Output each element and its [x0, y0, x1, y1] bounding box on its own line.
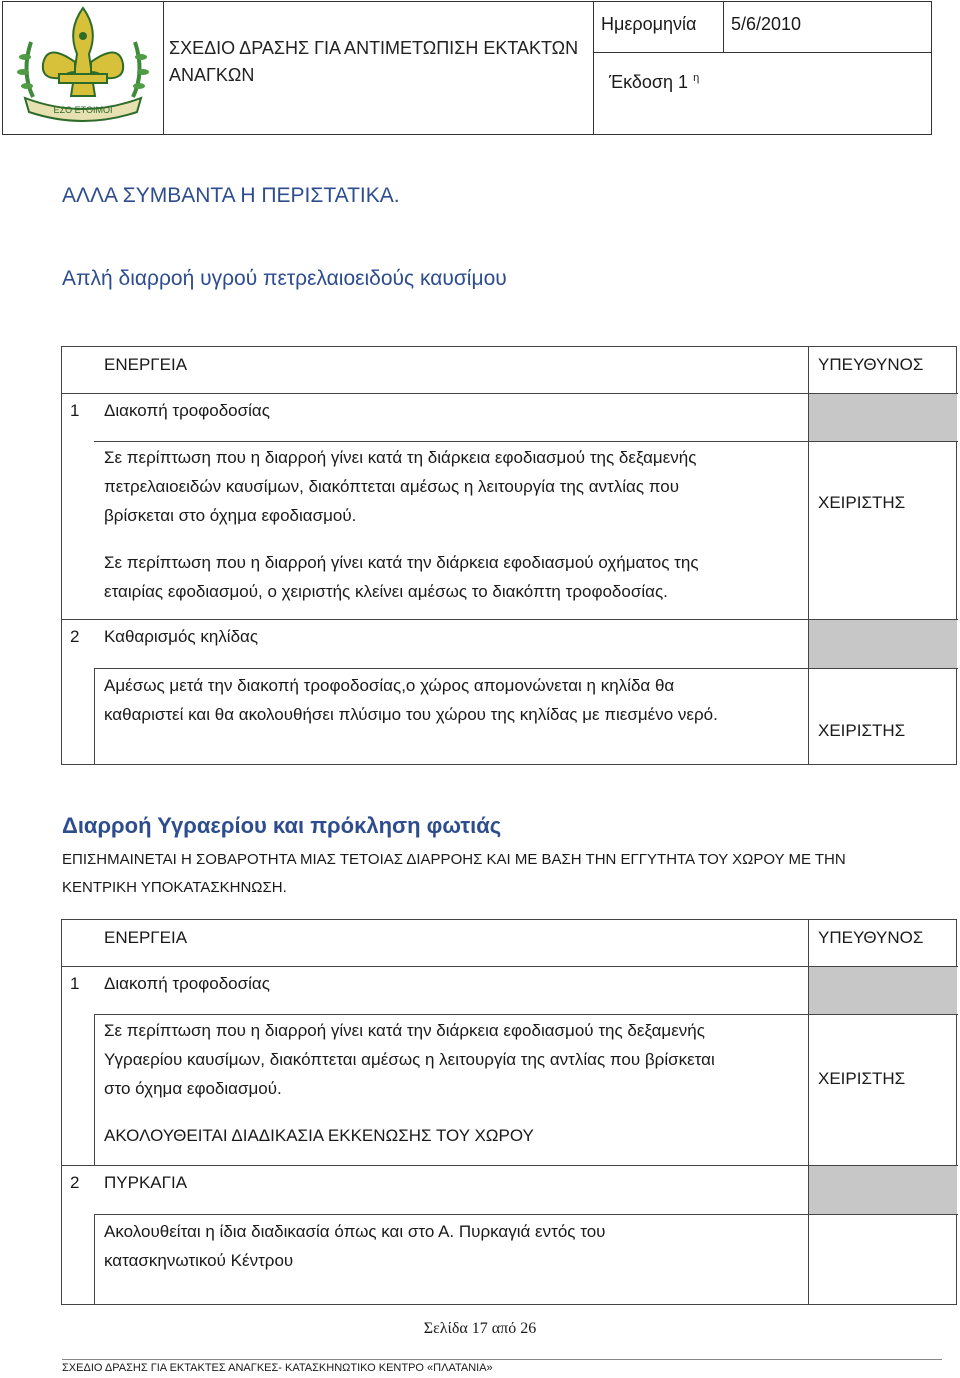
responsible-value: ΧΕΙΡΙΣΤΗΣ — [818, 1069, 906, 1088]
responsible-gray-cell — [808, 1166, 957, 1214]
col-responsible-header: ΥΠΕΥΘΥΝΟΣ — [818, 928, 924, 947]
col-responsible-header: ΥΠΕΥΘΥΝΟΣ — [818, 355, 924, 374]
date-label: Ημερομηνία — [601, 14, 697, 34]
section2-heading: Διαρροή Υγραερίου και πρόκληση φωτιάς — [62, 813, 502, 838]
svg-text:ΕΣΟ ΕΤΟΙΜΟΙ: ΕΣΟ ΕΤΟΙΜΟΙ — [53, 105, 113, 115]
document-title-cell — [163, 2, 594, 134]
row-text: Ακολουθείται η ίδια διαδικασία όπως και στο Α. Πυρκαγιά εντός του — [104, 1222, 606, 1241]
row-text: ΑΚΟΛΟΥΘΕΙΤΑΙ ΔΙΑΔΙΚΑΣΙΑ ΕΚΚΕΝΩΣΗΣ ΤΟΥ ΧΩΡΟΥ — [104, 1126, 534, 1145]
row-title: Διακοπή τροφοδοσίας — [104, 974, 270, 993]
row-text: Σε περίπτωση που η διαρροή γίνει κατά τη διάρκεια εφοδιασμού της δεξαμενής — [104, 448, 697, 467]
date-value: 5/6/2010 — [731, 14, 802, 34]
date-label-cell — [593, 2, 724, 53]
col-action-header: ΕΝΕΡΓΕΙΑ — [104, 355, 188, 374]
row-text: βρίσκεται στο όχημα εφοδιασμού. — [104, 506, 357, 525]
date-value-cell — [723, 2, 931, 53]
responsible-gray-cell — [808, 394, 957, 441]
row-text: εταιρίας εφοδιασμού, ο χειριστής κλείνει αμέσως το διακόπτη τροφοδοσίας. — [104, 582, 668, 601]
row-number: 2 — [70, 627, 80, 646]
row-number: 1 — [70, 401, 80, 420]
row-title: Καθαρισμός κηλίδας — [104, 627, 259, 646]
responsible-gray-cell — [808, 967, 957, 1014]
col-action-header: ΕΝΕΡΓΕΙΑ — [104, 928, 188, 947]
version: Έκδοση 1 $^\eta$ — [609, 72, 700, 92]
row-text: Σε περίπτωση που η διαρροή γίνει κατά την διάρκεια εφοδιασμού οχήματος της — [104, 553, 699, 572]
page-number: Σελίδα 17 από 26 — [423, 1320, 537, 1337]
document-header — [2, 1, 932, 135]
section-subheading: Απλή διαρροή υγρού πετρελαιοειδούς καυσίμου — [62, 267, 507, 290]
row-text: Σε περίπτωση που η διαρροή γίνει κατά την διάρκεια εφοδιασμού της δεξαμενής — [104, 1021, 705, 1040]
row-number: 1 — [70, 974, 80, 993]
section-heading: ΑΛΛΑ ΣΥΜΒΑΝΤΑ Η ΠΕΡΙΣΤΑΤΙΚΑ. — [62, 184, 400, 207]
row-number: 2 — [70, 1173, 80, 1192]
row-text: στο όχημα εφοδιασμού. — [104, 1079, 282, 1098]
responsible-value: ΧΕΙΡΙΣΤΗΣ — [818, 721, 906, 740]
scout-logo — [3, 2, 164, 134]
action-table-1 — [61, 346, 957, 765]
document-title: ΣΧΕΔΙΟ ΔΡΑΣΗΣ ΓΙΑ ΑΝΤΙΜΕΤΩΠΙΣΗ ΕΚΤΑΚΤΩΝ ΑΝΑΓΚΩΝ — [169, 38, 579, 85]
responsible-value: ΧΕΙΡΙΣΤΗΣ — [818, 493, 906, 512]
row-title: ΠΥΡΚΑΓΙΑ — [104, 1173, 188, 1192]
row-text: κατασκηνωτικού Κέντρου — [104, 1251, 294, 1270]
warning-note: ΕΠΙΣΗΜΑΙΝΕΤΑΙ Η ΣΟΒΑΡΟΤΗΤΑ ΜΙΑΣ ΤΕΤΟΙΑΣ ΔΙΑΡΡΟΗΣ ΚΑΙ ΜΕ ΒΑΣΗ ΤΗΝ ΕΓΓΥΤΗΤΑ ΤΟΥ ΧΩΡΟΥ ΜΕ ΤΗΝ ΚΕΝΤΡΙΚΗ ΥΠΟΚΑΤΑΣΚΗΝΩΣΗ. — [62, 851, 846, 896]
row-text: καθαριστεί και θα ακολουθήσει πλύσιμο του χώρου της κηλίδας με πιεσμένο νερό. — [104, 705, 718, 724]
row-title: Διακοπή τροφοδοσίας — [104, 401, 270, 420]
fleur-de-lis-icon — [3, 2, 163, 134]
action-table-2 — [61, 919, 957, 1305]
footer-document-name: ΣΧΕΔΙΟ ΔΡΑΣΗΣ ΓΙΑ ΕΚΤΑΚΤΕΣ ΑΝΑΓΚΕΣ- ΚΑΤΑΣΚΗΝΩΤΙΚΟ ΚΕΝΤΡΟ «ΠΛΑΤΑΝΙΑ» — [62, 1359, 942, 1374]
row-text: Αμέσως μετά την διακοπή τροφοδοσίας,ο χώρος απομονώνεται η κηλίδα θα — [104, 676, 675, 695]
row-text: Υγραερίου καυσίμων, διακόπτεται αμέσως η λειτουργία της αντλίας που βρίσκεται — [104, 1050, 715, 1069]
responsible-gray-cell — [808, 620, 957, 668]
row-text: πετρελαιοειδών καυσίμων, διακόπτεται αμέσως η λειτουργία της αντλίας που — [104, 477, 680, 496]
